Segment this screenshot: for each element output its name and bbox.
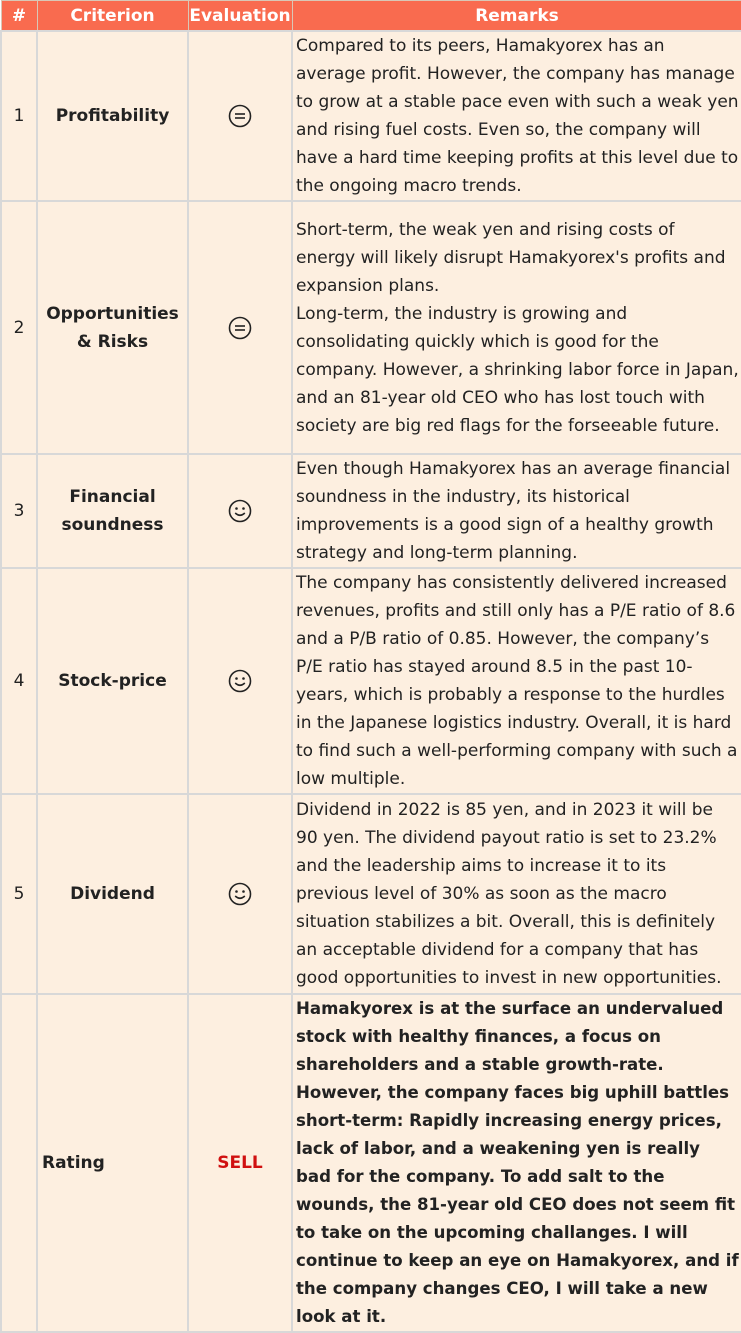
row-remarks: The company has consistently delivered increased revenues, profits and still only has a P/E ratio of 8.6 and a P/B ratio of 0.85. However, the company’s P/E ratio has stayed around 8.5 in the past 10-years, which is probably a response to the hurdles in the Japanese logistics industry. Overall, it is hard to find such a well-performing company with such a low multiple. bbox=[292, 568, 741, 794]
row-remarks: Even though Hamakyorex has an average financial soundness in the industry, its historical improvements is a good sign of a healthy growth strategy and long-term planning. bbox=[292, 454, 741, 568]
neutral-face-icon bbox=[228, 104, 252, 128]
rating-number bbox=[1, 994, 37, 1332]
smiley-face-icon bbox=[228, 882, 252, 906]
row-criterion: Profitability bbox=[37, 31, 188, 201]
neutral-face-icon bbox=[228, 316, 252, 340]
row-remarks: Short-term, the weak yen and rising costs of energy will likely disrupt Hamakyorex's profits and expansion plans. Long-term, the industry is growing and consolidating quickly which is good for the company. However, a shrinking labor force in Japan, and an 81-year old CEO who has lost touch with society are big red flags for the forseeable future. bbox=[292, 201, 741, 454]
rating-row bbox=[1, 994, 741, 1332]
header-criterion: Criterion bbox=[37, 1, 188, 32]
table-row bbox=[1, 201, 741, 454]
table-row bbox=[1, 568, 741, 794]
row-criterion: Financial soundness bbox=[37, 454, 188, 568]
row-remarks: Dividend in 2022 is 85 yen, and in 2023 it will be 90 yen. The dividend payout ratio is set to 23.2% and the leadership aims to increase it to its previous level of 30% as soon as the macro situation stabilizes a bit. Overall, this is definitely an acceptable dividend for a company that has good opportunities to invest in new opportunities. bbox=[292, 794, 741, 994]
smiley-face-icon bbox=[228, 499, 252, 523]
header-remarks: Remarks bbox=[292, 1, 741, 32]
table-header-row bbox=[1, 1, 741, 32]
row-number: 2 bbox=[1, 201, 37, 454]
row-number: 1 bbox=[1, 31, 37, 201]
table-row bbox=[1, 454, 741, 568]
row-number: 4 bbox=[1, 568, 37, 794]
rating-remarks: Hamakyorex is at the surface an undervalued stock with healthy finances, a focus on shareholders and a stable growth-rate. However, the company faces big uphill battles short-term: Rapidly increasing energy prices, lack of labor, and a weakening yen is really bad for the company. To add salt to the wounds, the 81-year old CEO does not seem fit to take on the upcoming challanges. I will continue to keep an eye on Hamakyorex, and if the company changes CEO, I will take a new look at it. bbox=[292, 994, 741, 1332]
rating-label: Rating bbox=[37, 994, 188, 1332]
row-criterion: Dividend bbox=[37, 794, 188, 994]
row-number: 5 bbox=[1, 794, 37, 994]
header-number: # bbox=[1, 1, 37, 32]
rating-verdict: SELL bbox=[217, 1153, 263, 1173]
header-evaluation: Evaluation bbox=[188, 1, 292, 32]
table-row bbox=[1, 31, 741, 201]
row-criterion: Opportunities & Risks bbox=[37, 201, 188, 454]
row-remarks: Compared to its peers, Hamakyorex has an average profit. However, the company has manage to grow at a stable pace even with such a weak yen and rising fuel costs. Even so, the company will have a hard time keeping profits at this level due to the ongoing macro trends. bbox=[292, 31, 741, 201]
row-criterion: Stock-price bbox=[37, 568, 188, 794]
smiley-face-icon bbox=[228, 669, 252, 693]
row-number: 3 bbox=[1, 454, 37, 568]
table-row bbox=[1, 794, 741, 994]
